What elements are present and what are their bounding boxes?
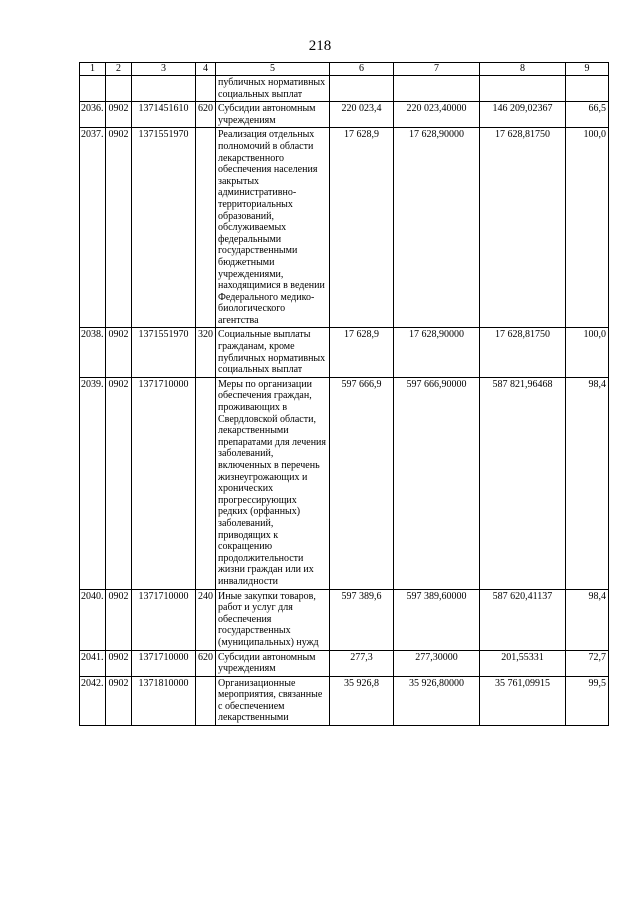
row-number-cell: 2042. — [80, 676, 106, 725]
amount-cell: 17 628,9 — [330, 128, 394, 328]
description-cell: Иные закупки товаров, работ и услуг для обеспечения государственных (муниципальных) нужд — [216, 589, 330, 650]
description-cell: Организационные мероприятия, связанные с обеспечением лекарственными — [216, 676, 330, 725]
description-cell: Субсидии автономным учреждениям — [216, 102, 330, 128]
amount-cell: 201,55331 — [480, 650, 566, 676]
amount-cell: 587 620,41137 — [480, 589, 566, 650]
percent-cell: 72,7 — [566, 650, 609, 676]
header-cell: 2 — [106, 63, 132, 76]
expense-type-cell — [196, 377, 216, 589]
table-row — [80, 76, 609, 102]
section-code-cell: 0902 — [106, 676, 132, 725]
target-code-cell: 1371551970 — [132, 128, 196, 328]
amount-cell: 17 628,9 — [330, 328, 394, 377]
amount-cell: 220 023,40000 — [394, 102, 480, 128]
description-cell: Реализация отдельных полномочий в области лекарственного обеспечения населения закрытых административно-территориальных образований, обслуживаемых федеральными государственными бюджетными учреждениями, находящимися в ведении Федерального медико-биологического агентства — [216, 128, 330, 328]
target-code-cell: 1371710000 — [132, 589, 196, 650]
header-cell: 3 — [132, 63, 196, 76]
header-cell: 6 — [330, 63, 394, 76]
section-code-cell: 0902 — [106, 102, 132, 128]
row-number-cell: 2040. — [80, 589, 106, 650]
amount-cell: 587 821,96468 — [480, 377, 566, 589]
table-row — [80, 650, 609, 676]
amount-cell: 17 628,90000 — [394, 128, 480, 328]
amount-cell: 17 628,81750 — [480, 328, 566, 377]
amount-cell: 277,3 — [330, 650, 394, 676]
percent-cell — [566, 76, 609, 102]
percent-cell: 100,0 — [566, 128, 609, 328]
target-code-cell: 1371451610 — [132, 102, 196, 128]
section-code-cell: 0902 — [106, 328, 132, 377]
description-cell: Социальные выплаты гражданам, кроме публичных нормативных социальных выплат — [216, 328, 330, 377]
header-cell: 5 — [216, 63, 330, 76]
amount-cell: 17 628,90000 — [394, 328, 480, 377]
expense-type-cell — [196, 128, 216, 328]
amount-cell: 597 666,9 — [330, 377, 394, 589]
header-row — [80, 63, 609, 76]
row-number-cell: 2038. — [80, 328, 106, 377]
percent-cell: 100,0 — [566, 328, 609, 377]
amount-cell: 220 023,4 — [330, 102, 394, 128]
expense-type-cell — [196, 676, 216, 725]
row-number-cell: 2039. — [80, 377, 106, 589]
description-cell: публичных нормативных социальных выплат — [216, 76, 330, 102]
row-number-cell: 2041. — [80, 650, 106, 676]
header-cell: 8 — [480, 63, 566, 76]
table-row — [80, 128, 609, 328]
amount-cell: 597 666,90000 — [394, 377, 480, 589]
description-cell: Субсидии автономным учреждениям — [216, 650, 330, 676]
amount-cell: 277,30000 — [394, 650, 480, 676]
amount-cell — [394, 76, 480, 102]
target-code-cell: 1371551970 — [132, 328, 196, 377]
amount-cell: 35 926,80000 — [394, 676, 480, 725]
target-code-cell: 1371810000 — [132, 676, 196, 725]
amount-cell: 597 389,60000 — [394, 589, 480, 650]
expense-type-cell: 240 — [196, 589, 216, 650]
row-number-cell — [80, 76, 106, 102]
section-code-cell: 0902 — [106, 128, 132, 328]
amount-cell — [480, 76, 566, 102]
expense-type-cell: 620 — [196, 102, 216, 128]
budget-table — [79, 62, 609, 726]
row-number-cell: 2037. — [80, 128, 106, 328]
amount-cell — [330, 76, 394, 102]
table-row — [80, 328, 609, 377]
expense-type-cell: 620 — [196, 650, 216, 676]
table-row — [80, 676, 609, 725]
section-code-cell: 0902 — [106, 650, 132, 676]
target-code-cell — [132, 76, 196, 102]
header-cell: 9 — [566, 63, 609, 76]
page-number: 218 — [308, 38, 332, 54]
section-code-cell: 0902 — [106, 377, 132, 589]
amount-cell: 35 926,8 — [330, 676, 394, 725]
table-row — [80, 377, 609, 589]
header-cell: 4 — [196, 63, 216, 76]
expense-type-cell — [196, 76, 216, 102]
target-code-cell: 1371710000 — [132, 377, 196, 589]
table-row — [80, 102, 609, 128]
table-row — [80, 589, 609, 650]
amount-cell: 35 761,09915 — [480, 676, 566, 725]
amount-cell: 597 389,6 — [330, 589, 394, 650]
percent-cell: 98,4 — [566, 589, 609, 650]
percent-cell: 99,5 — [566, 676, 609, 725]
description-cell: Меры по организации обеспечения граждан, проживающих в Свердловской области, лекарственными препаратами для лечения заболеваний, включенных в перечень жизнеугрожающих и хронических прогрессирующих редких (орфанных) заболеваний, приводящих к сокращению продолжительности жизни граждан или их инвалидности — [216, 377, 330, 589]
expense-type-cell: 320 — [196, 328, 216, 377]
header-cell: 7 — [394, 63, 480, 76]
percent-cell: 98,4 — [566, 377, 609, 589]
header-cell: 1 — [80, 63, 106, 76]
section-code-cell — [106, 76, 132, 102]
amount-cell: 146 209,02367 — [480, 102, 566, 128]
amount-cell: 17 628,81750 — [480, 128, 566, 328]
percent-cell: 66,5 — [566, 102, 609, 128]
target-code-cell: 1371710000 — [132, 650, 196, 676]
row-number-cell: 2036. — [80, 102, 106, 128]
section-code-cell: 0902 — [106, 589, 132, 650]
